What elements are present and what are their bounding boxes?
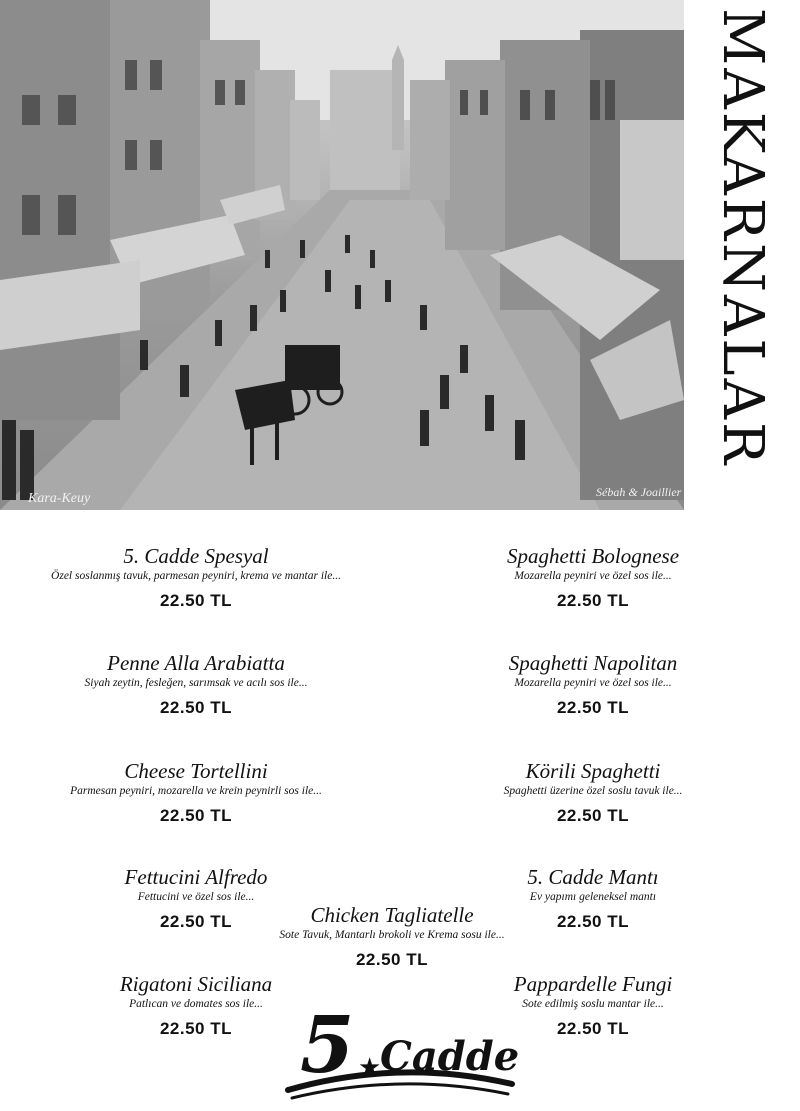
- menu-item-price: 22.50 TL: [556, 698, 630, 717]
- logo-numeral: 5: [300, 1000, 355, 1091]
- menu-item-name: Chicken Tagliatelle: [310, 903, 474, 927]
- menu-item-price: 22.50 TL: [355, 950, 429, 969]
- menu-item-description: Fettucini ve özel sos ile...: [137, 891, 255, 903]
- menu-item-name: Spaghetti Napolitan: [508, 651, 678, 675]
- menu-item: [46, 759, 346, 826]
- menu-item: [46, 651, 346, 718]
- menu-item-name: Rigatoni Siciliana: [119, 972, 273, 996]
- menu-item: [242, 903, 542, 970]
- menu-item-description: Sote Tavuk, Mantarlı brokoli ve Krema sosu ile...: [279, 929, 505, 941]
- menu-item-description: Ev yapımı geleneksel mantı: [529, 891, 657, 903]
- menu-item-name: 5. Cadde Spesyal: [123, 544, 269, 568]
- menu-item-price: 22.50 TL: [159, 591, 233, 610]
- menu-item-name: Körili Spaghetti: [525, 759, 661, 783]
- menu-item-description: Parmesan peyniri, mozarella ve krein peynirli sos ile...: [70, 785, 322, 797]
- menu-item-description: Siyah zeytin, fesleğen, sarımsak ve acılı sos ile...: [84, 677, 308, 689]
- menu-item-name: 5. Cadde Mantı: [527, 865, 659, 889]
- star-icon: ★: [358, 1053, 382, 1083]
- photo-signature: Sébah & Joaillier: [596, 485, 682, 499]
- menu-item-description: Mozarella peyniri ve özel sos ile...: [514, 570, 672, 582]
- menu-item-name: Spaghetti Bolognese: [506, 544, 680, 568]
- menu-item-price: 22.50 TL: [159, 698, 233, 717]
- menu-item-name: Cheese Tortellini: [124, 759, 268, 783]
- menu-item-description: Patlıcan ve domates sos ile...: [129, 998, 263, 1010]
- menu-item-name: Penne Alla Arabiatta: [107, 651, 285, 675]
- menu-item-price: 22.50 TL: [159, 1019, 233, 1038]
- brand-logo: [280, 998, 520, 1104]
- menu-item-description: Sote edilmiş soslu mantar ile...: [522, 998, 664, 1010]
- menu-item-price: 22.50 TL: [556, 591, 630, 610]
- menu-item: [443, 544, 743, 611]
- menu-item-name: Pappardelle Fungi: [513, 972, 673, 996]
- menu-item: [443, 651, 743, 718]
- menu-item-price: 22.50 TL: [159, 806, 233, 825]
- menu-item-name: Fettucini Alfredo: [124, 865, 268, 889]
- section-title: MAKARNALAR: [710, 8, 775, 468]
- menu-item: [443, 759, 743, 826]
- menu-item-description: Mozarella peyniri ve özel sos ile...: [514, 677, 672, 689]
- section-title-container: [684, 0, 800, 510]
- logo-wordmark: Cadde: [380, 1033, 520, 1080]
- menu-item: [46, 544, 346, 611]
- menu-item-price: 22.50 TL: [556, 1019, 630, 1038]
- menu-item-price: 22.50 TL: [556, 912, 630, 931]
- menu-item-price: 22.50 TL: [159, 912, 233, 931]
- menu-item-price: 22.50 TL: [556, 806, 630, 825]
- menu-item-description: Spaghetti üzerine özel soslu tavuk ile...: [503, 785, 683, 797]
- photo-caption: Kara-Keuy: [28, 491, 91, 506]
- street-photo: [0, 0, 684, 510]
- menu-item-description: Özel soslanmış tavuk, parmesan peyniri, krema ve mantar ile...: [51, 570, 341, 582]
